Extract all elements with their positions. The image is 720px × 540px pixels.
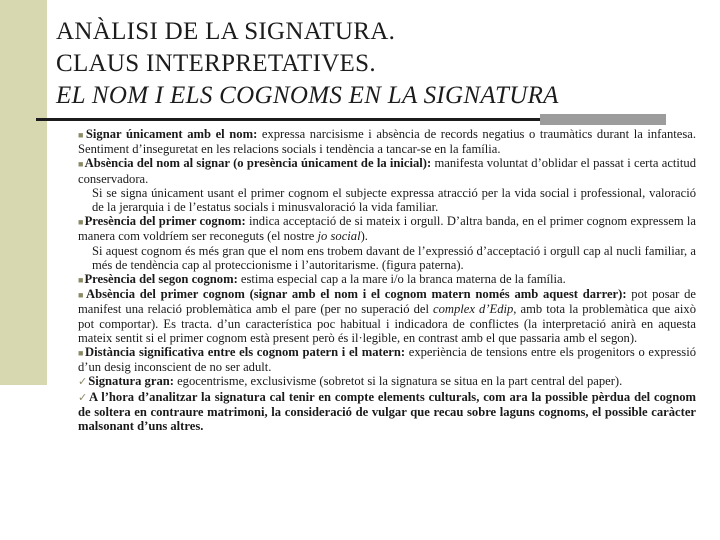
list-item [78,390,696,434]
list-item [78,156,696,185]
item-text: indica acceptació de si mateix i orgull. D’altra banda, en el primer cognom expressem la manera com voldríem ser reconeguts (el nostre [78,214,696,244]
item-text: estima especial cap a la mare i/o la branca materna de la família. [237,272,566,287]
item-heading: A l’hora d’analitzar la signatura cal tenir en compte elements culturals, com ara la possible pèrdua del cognom de soltera en contraure matrimoni, la consideració de vulgar que recau sobre laguns cognoms, el possible caràcter malsonant d’uns altres. [78,389,696,434]
check-bullet-icon: ✓ [78,391,88,404]
slide-body [78,127,696,433]
list-item [78,214,696,243]
item-text: egocentrisme, exclusivisme (sobretot si la signatura se situa en la part central del paper). [173,374,623,389]
item-heading: Presència del segon cognom: [84,272,238,287]
item-text: Si se signa únicament usant el primer cognom el subjecte expressa atracció per la vida social i professional, valoració de la jerarquia i de l’estatus socials i minusvaloració la vida familiar. [92,185,696,215]
item-heading: Signar únicament amb el nom: [85,127,258,141]
list-item [78,345,696,374]
title-underline-accent [540,114,666,125]
list-paragraph [78,244,696,272]
square-bullet-icon: ■ [78,217,84,228]
item-heading: Absència del nom al signar (o presència únicament de la inicial): [84,156,432,171]
square-bullet-icon: ■ [78,275,84,286]
list-item [78,127,696,156]
slide-title [56,16,559,112]
title-line-3: EL NOM I ELS COGNOMS EN LA SIGNATURA [56,82,559,109]
item-text: Si aquest cognom és més gran que el nom ens trobem davant de l’expressió d’acceptació i orgull cap al nucli familiar, a més de tendència cap al proteccionisme i l’autoritarisme. (figura paterna). [92,243,696,272]
title-line-1: ANÀLISI DE LA SIGNATURA. [56,18,396,45]
item-heading: Absència del primer cognom (signar amb el nom i el cognom matern només amb aquest darrer): [86,287,627,302]
square-bullet-icon: ■ [78,290,86,301]
list-item [78,272,696,287]
square-bullet-icon: ■ [78,159,84,170]
title-underline [36,118,600,121]
item-heading: Signatura gran: [88,374,174,389]
item-heading: Distància significativa entre els cognom patern i el matern: [84,345,406,360]
item-text: experiència de tensions entre els progenitors o expressió d’un desig inconscient de no ser adult. [78,345,696,375]
list-item [78,374,696,389]
item-text: expressa narcisisme i absència de records negatius o traumàtics durant la infantesa. Sentiment d’inseguretat en les relacions socials i tendència a tancar-se en la família. [78,127,696,157]
title-line-2: CLAUS INTERPRETATIVES. [56,50,376,77]
list-paragraph [78,186,696,214]
item-text-tail: , amb tota la problemàtica que això pot comportar). Es tracta. d’un característica poc habitual i indicadora de conflictes (la interpretació anirà en aquesta mateix sentit si el primer cognom està present però és il·legible, en contrast amb el que passaria amb el segon). [78,302,696,345]
sidebar-decoration [0,0,47,385]
list-item [78,287,696,345]
square-bullet-icon: ■ [78,348,84,359]
item-heading: Presència del primer cognom: [84,214,246,229]
item-text: manifesta voluntat d’oblidar el passat i certa actitud conservadora. [78,156,697,186]
square-bullet-icon: ■ [78,130,85,140]
item-text-tail: ). [360,229,368,244]
item-emphasis: jo social [317,229,361,244]
item-emphasis: complex d’Edip [433,302,514,317]
item-text: pot posar de manifest una relació problemàtica amb el pare (per no superació del [78,287,697,317]
check-bullet-icon: ✓ [78,376,88,389]
